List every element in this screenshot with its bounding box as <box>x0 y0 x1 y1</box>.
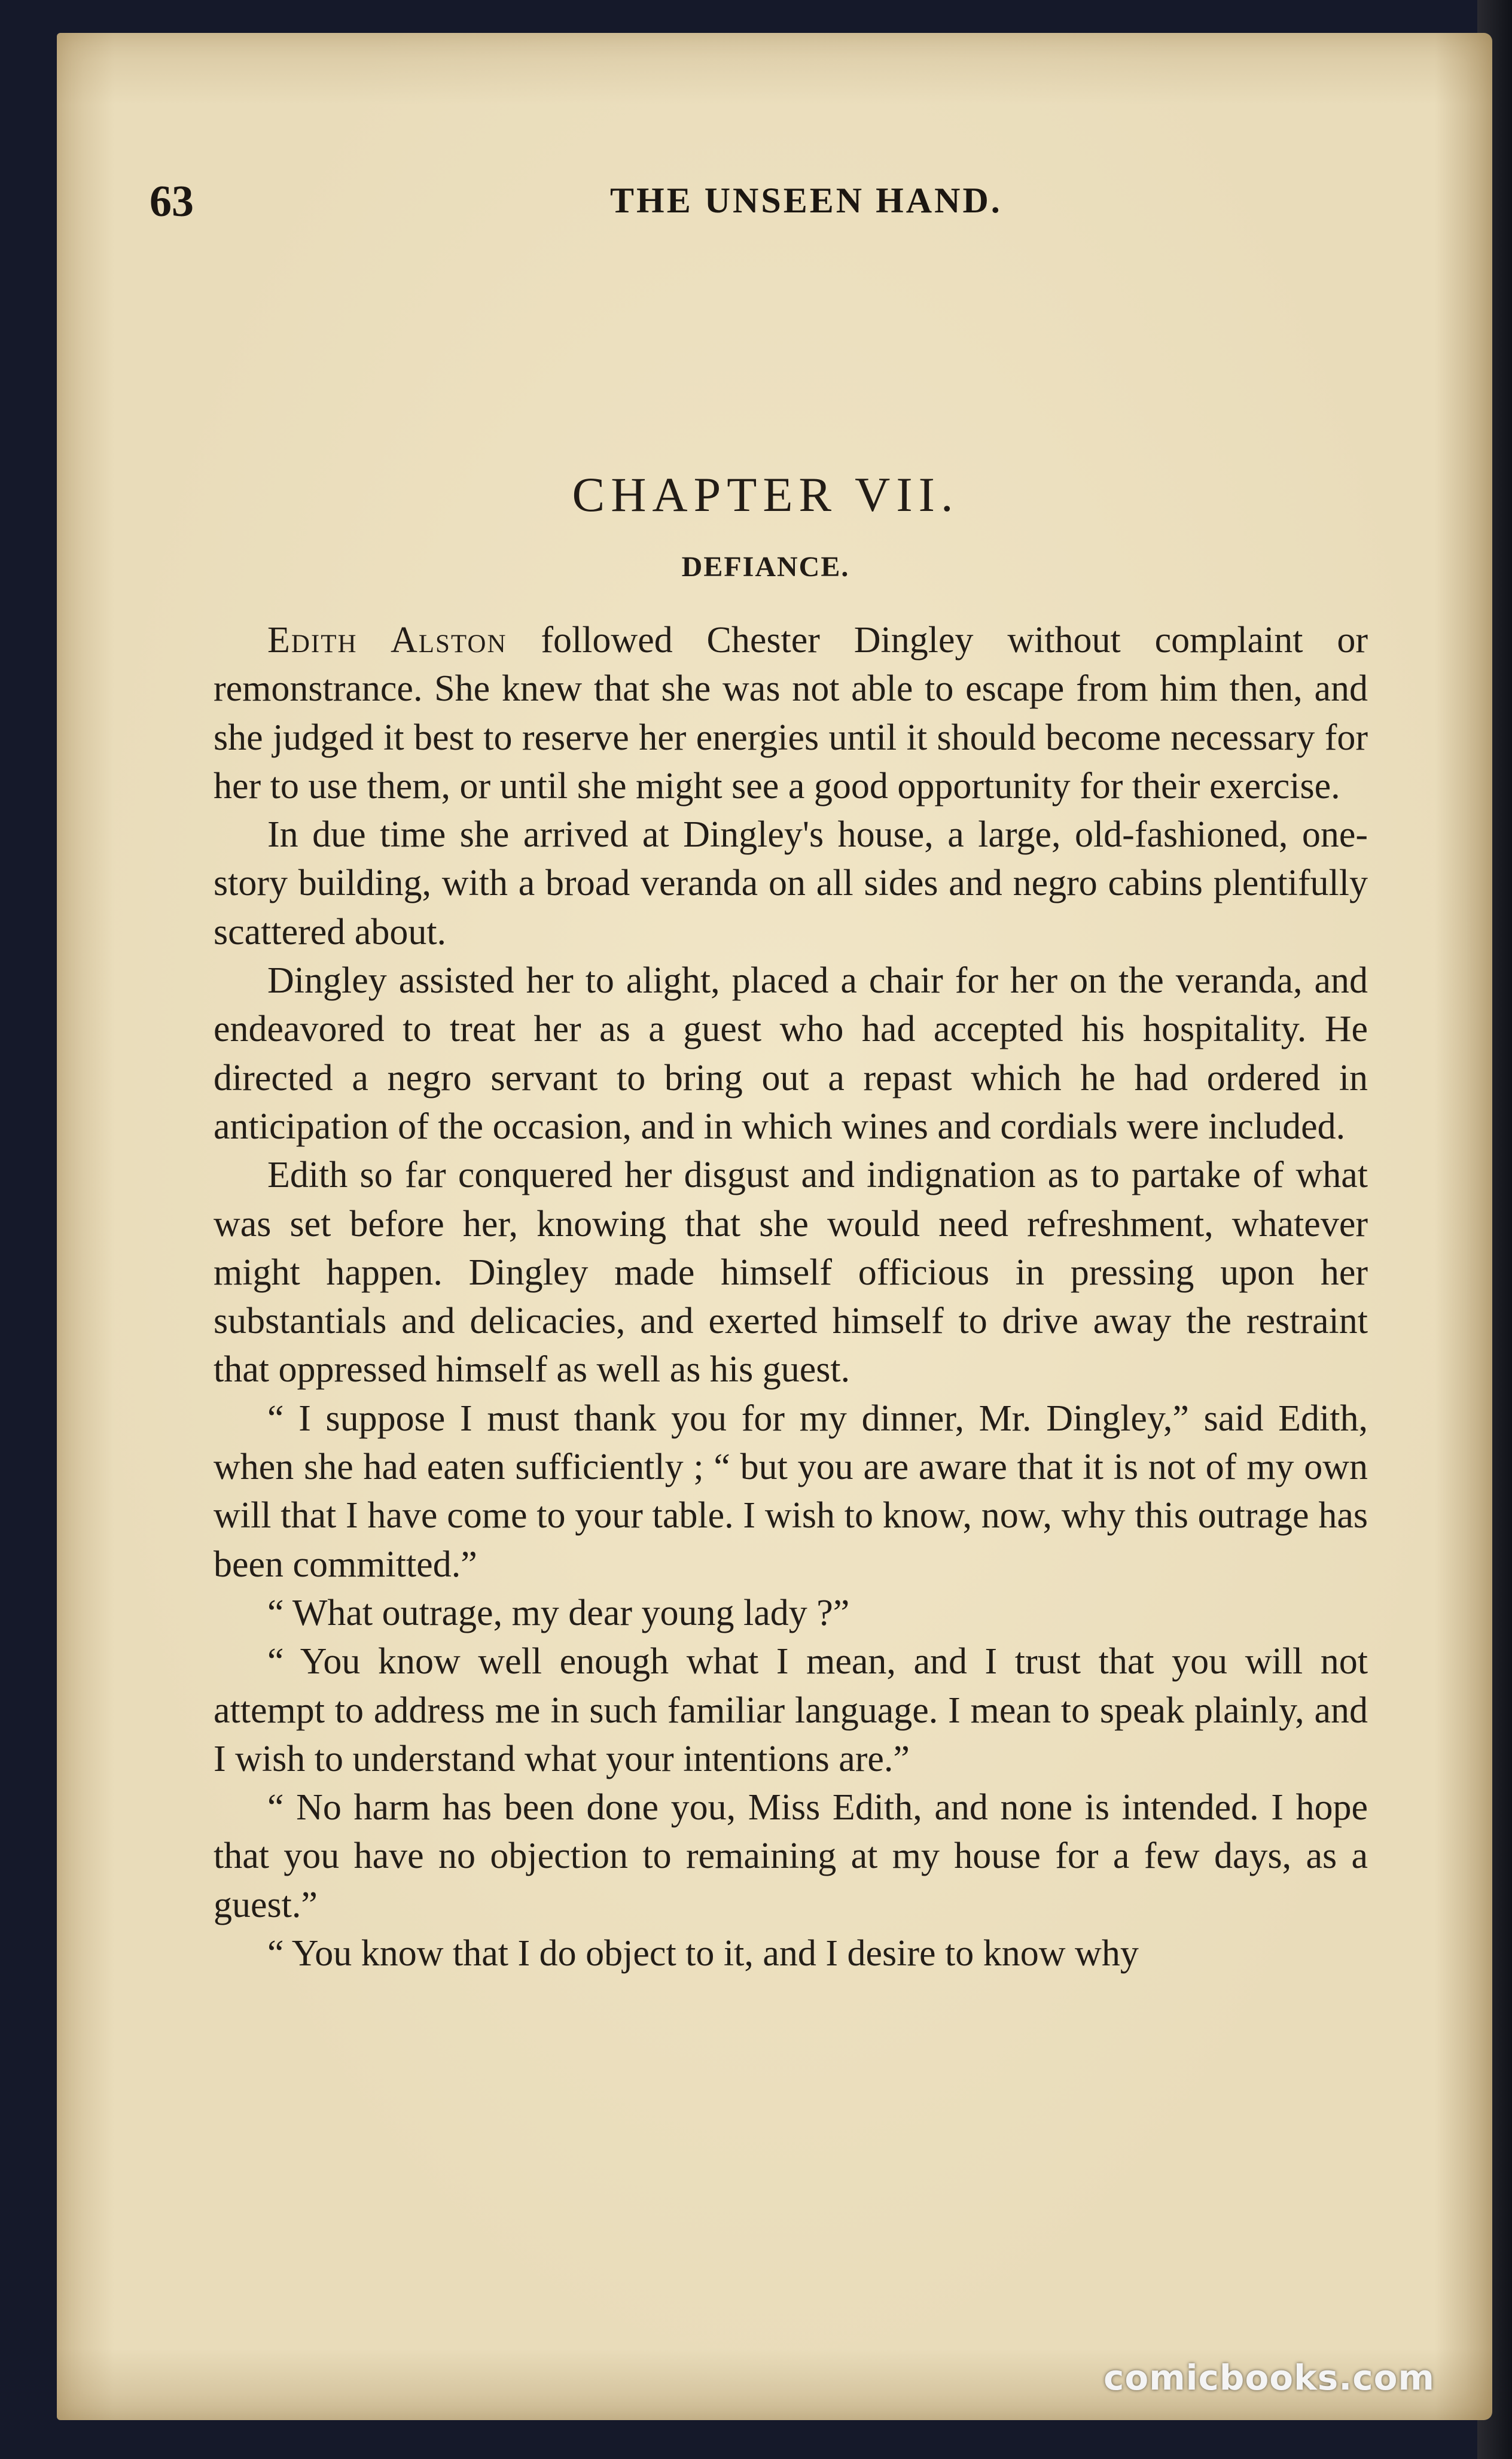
paragraph: “ I suppose I must thank you for my dinner, Mr. Dingley,” said Edith, when she had eaten sufficiently ; “ but you are aware that it is not of my own will that I have come to your table. I wish to know, now, why this outrage has been committed.” <box>214 1398 1368 1585</box>
paragraph: “ You know well enough what I mean, and I trust that you will not attempt to address me in such familiar language. I mean to speak plainly, and I wish to understand what your intentions are.” <box>214 1641 1368 1779</box>
chapter-subtitle: DEFIANCE. <box>681 551 850 583</box>
paragraph: “ What outrage, my dear young lady ?” <box>267 1592 850 1633</box>
paragraph <box>214 616 1368 811</box>
paragraph: In due time she arrived at Dingley's house, a large, old-fashioned, one-story building, with a broad veranda on all sides and negro cabins plentifully scattered about. <box>214 814 1368 952</box>
opening-text: followed Chester Dingley without complaint or remonstrance. She knew that she was not able to escape from him then, and she judged it best to reserve her energies until it should become necessary for her to use them, or until she might see a good opportunity for their exercise. <box>214 620 1368 807</box>
body-text <box>214 616 1368 1978</box>
paragraph: Edith so far conquered her disgust and indignation as to partake of what was set before her, knowing that she would need refreshment, whatever might happen. Dingley made himself officious in pressing upon her substantials and delicacies, and exerted himself to drive away the restraint that oppressed himself as well as his guest. <box>214 1155 1368 1390</box>
paragraph: Dingley assisted her to alight, placed a chair for her on the veranda, and endeavored to treat her as a guest who had accepted his hospitality. He directed a negro servant to bring out a repast which he had ordered in anticipation of the occasion, and in which wines and cordials were included. <box>214 960 1368 1147</box>
watermark: comicbooks.com <box>1103 2357 1435 2398</box>
paragraph: “ You know that I do object to it, and I desire to know why <box>267 1933 1139 1974</box>
opening-name: Edith Alston <box>267 620 507 661</box>
paragraph: “ No harm has been done you, Miss Edith, and none is intended. I hope that you have no objection to remaining at my house for a few days, as a guest.” <box>214 1787 1368 1925</box>
running-title: THE UNSEEN HAND. <box>610 181 1002 220</box>
page-number: 63 <box>150 177 194 226</box>
chapter-heading: CHAPTER VII. <box>572 467 959 522</box>
running-head <box>150 176 1382 224</box>
